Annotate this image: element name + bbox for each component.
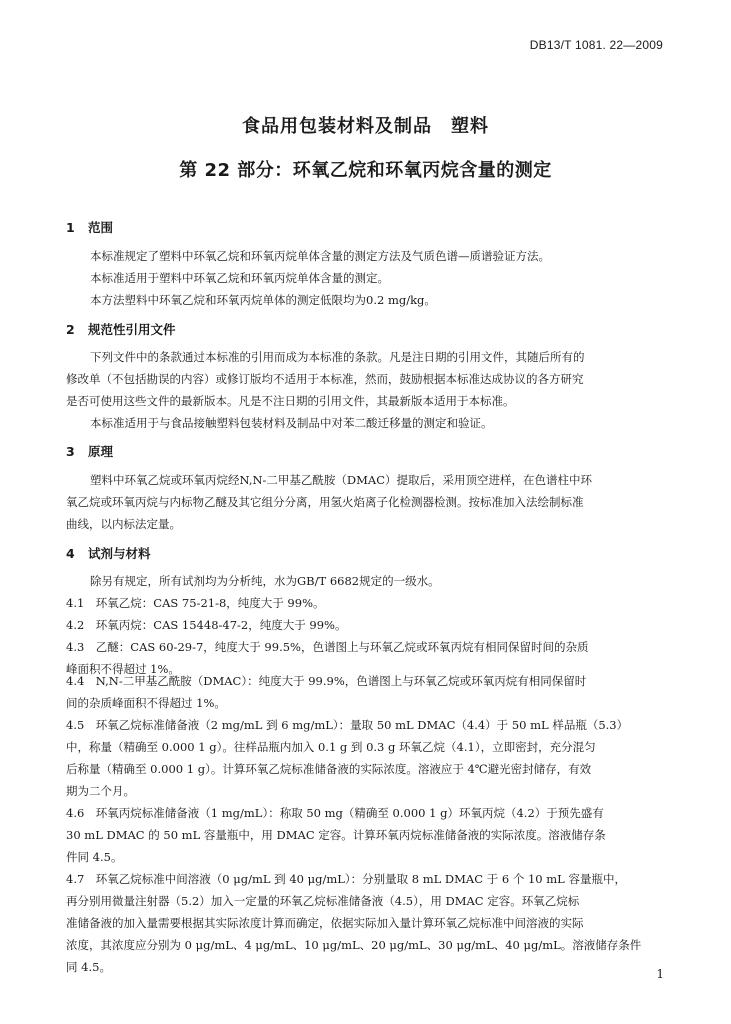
paragraph-line: 后称量（精确至 0.000 1 g）。计算环氧乙烷标准储备液的实际浓度。溶液应于 4℃避光密封储存，有效 bbox=[66, 762, 592, 776]
section-title: 试剂与材料 bbox=[88, 546, 151, 561]
paragraph-line: 30 mL DMAC 的 50 mL 容量瓶中，用 DMAC 定容。计算环氧丙烷标准储备液的实际浓度。溶液储存条 bbox=[66, 828, 606, 842]
paragraph-line: 间的杂质峰面积不得超过 1%。 bbox=[66, 696, 226, 710]
paragraph-line: 曲线，以内标法定量。 bbox=[66, 517, 181, 531]
paragraph-line: 峰面积不得超过 1%。 bbox=[66, 662, 180, 676]
section-number: 4 bbox=[66, 546, 75, 561]
paragraph-line: 准储备液的加入量需要根据其实际浓度计算而确定，依据实际加入量计算环氧乙烷标准中间溶液的实际 bbox=[66, 916, 584, 930]
paragraph-line: 塑料中环氧乙烷或环氧丙烷经N,N-二甲基乙酰胺（DMAC）提取后，采用顶空进样，在色谱柱中环 bbox=[90, 473, 593, 487]
section-number: 3 bbox=[66, 444, 75, 459]
section-heading-3 bbox=[66, 442, 113, 460]
paragraph-line: 本标准适用于塑料中环氧乙烷和环氧丙烷单体含量的测定。 bbox=[90, 271, 389, 285]
paragraph-line: 同 4.5。 bbox=[66, 960, 111, 974]
paragraph-line: 浓度，其浓度应分别为 0 μg/mL、4 μg/mL、10 μg/mL、20 μg/mL、30 μg/mL、40 μg/mL。溶液储存条件 bbox=[66, 938, 642, 952]
paragraph-line: 件同 4.5。 bbox=[66, 850, 123, 864]
clause-4-3: 4.3 乙醚：CAS 60-29-7，纯度大于 99.5%，色谱图上与环氧乙烷或环氧丙烷有相同保留时间的杂质 bbox=[66, 640, 589, 654]
standard-code: DB13/T 1081. 22—2009 bbox=[529, 38, 663, 52]
section-title: 原理 bbox=[88, 444, 114, 459]
paragraph-line: 下列文件中的条款通过本标准的引用而成为本标准的条款。凡是注日期的引用文件，其随后所有的 bbox=[90, 350, 585, 364]
document-subtitle: 第 22 部分：环氧乙烷和环氧丙烷含量的测定 bbox=[179, 160, 552, 181]
section-number: 1 bbox=[66, 220, 75, 235]
clause-4-4: 4.4 N,N-二甲基乙酰胺（DMAC）：纯度大于 99.9%，色谱图上与环氧乙烷或环氧丙烷有相同保留时 bbox=[66, 674, 587, 688]
section-heading-4 bbox=[66, 544, 151, 562]
page-number: 1 bbox=[656, 967, 664, 981]
document-title: 食品用包装材料及制品 塑料 bbox=[242, 116, 489, 137]
section-heading-1 bbox=[66, 218, 113, 236]
section-title: 范围 bbox=[88, 220, 114, 235]
paragraph-line: 是否可使用这些文件的最新版本。凡是不注日期的引用文件，其最新版本适用于本标准。 bbox=[66, 394, 515, 408]
clause-4-1: 4.1 环氧乙烷：CAS 75-21-8，纯度大于 99%。 bbox=[66, 596, 325, 610]
paragraph-line: 期为二个月。 bbox=[66, 784, 135, 798]
clause-4-2: 4.2 环氧丙烷：CAS 15448-47-2，纯度大于 99%。 bbox=[66, 618, 347, 632]
paragraph-line: 修改单（不包括勘误的内容）或修订版均不适用于本标准，然而，鼓励根据本标准达成协议的各方研究 bbox=[66, 372, 584, 386]
section-title: 规范性引用文件 bbox=[88, 322, 176, 337]
paragraph-line: 本标准规定了塑料中环氧乙烷和环氧丙烷单体含量的测定方法及气质色谱—质谱验证方法。 bbox=[90, 249, 550, 263]
paragraph-line: 再分别用微量注射器（5.2）加入一定量的环氧乙烷标准储备液（4.5），用 DMAC 定容。环氧乙烷标 bbox=[66, 894, 580, 908]
section-number: 2 bbox=[66, 322, 75, 337]
paragraph-line: 氧乙烷或环氧丙烷与内标物乙醚及其它组分分离，用氢火焰离子化检测器检测。按标准加入法绘制标准 bbox=[66, 495, 584, 509]
clause-4-5: 4.5 环氧乙烷标准储备液（2 mg/mL 到 6 mg/mL）：量取 50 mL DMAC（4.4）于 50 mL 样品瓶（5.3） bbox=[66, 718, 629, 732]
paragraph-line: 本方法塑料中环氧乙烷和环氧丙烷单体的测定低限均为0.2 mg/kg。 bbox=[90, 293, 436, 307]
paragraph-line: 中，称量（精确至 0.000 1 g）。往样品瓶内加入 0.1 g 到 0.3 g 环氧乙烷（4.1），立即密封，充分混匀 bbox=[66, 740, 596, 754]
paragraph-line: 除另有规定，所有试剂均为分析纯，水为GB/T 6682规定的一级水。 bbox=[90, 574, 440, 588]
paragraph-line: 本标准适用于与食品接触塑料包装材料及制品中对苯二酸迁移量的测定和验证。 bbox=[90, 416, 493, 430]
clause-4-6: 4.6 环氧丙烷标准储备液（1 mg/mL）：称取 50 mg（精确至 0.000 1 g）环氧丙烷（4.2）于预先盛有 bbox=[66, 806, 604, 820]
section-heading-2 bbox=[66, 320, 176, 338]
clause-4-7: 4.7 环氧乙烷标准中间溶液（0 μg/mL 到 40 μg/mL）：分别量取 8 mL DMAC 于 6 个 10 mL 容量瓶中， bbox=[66, 872, 626, 886]
